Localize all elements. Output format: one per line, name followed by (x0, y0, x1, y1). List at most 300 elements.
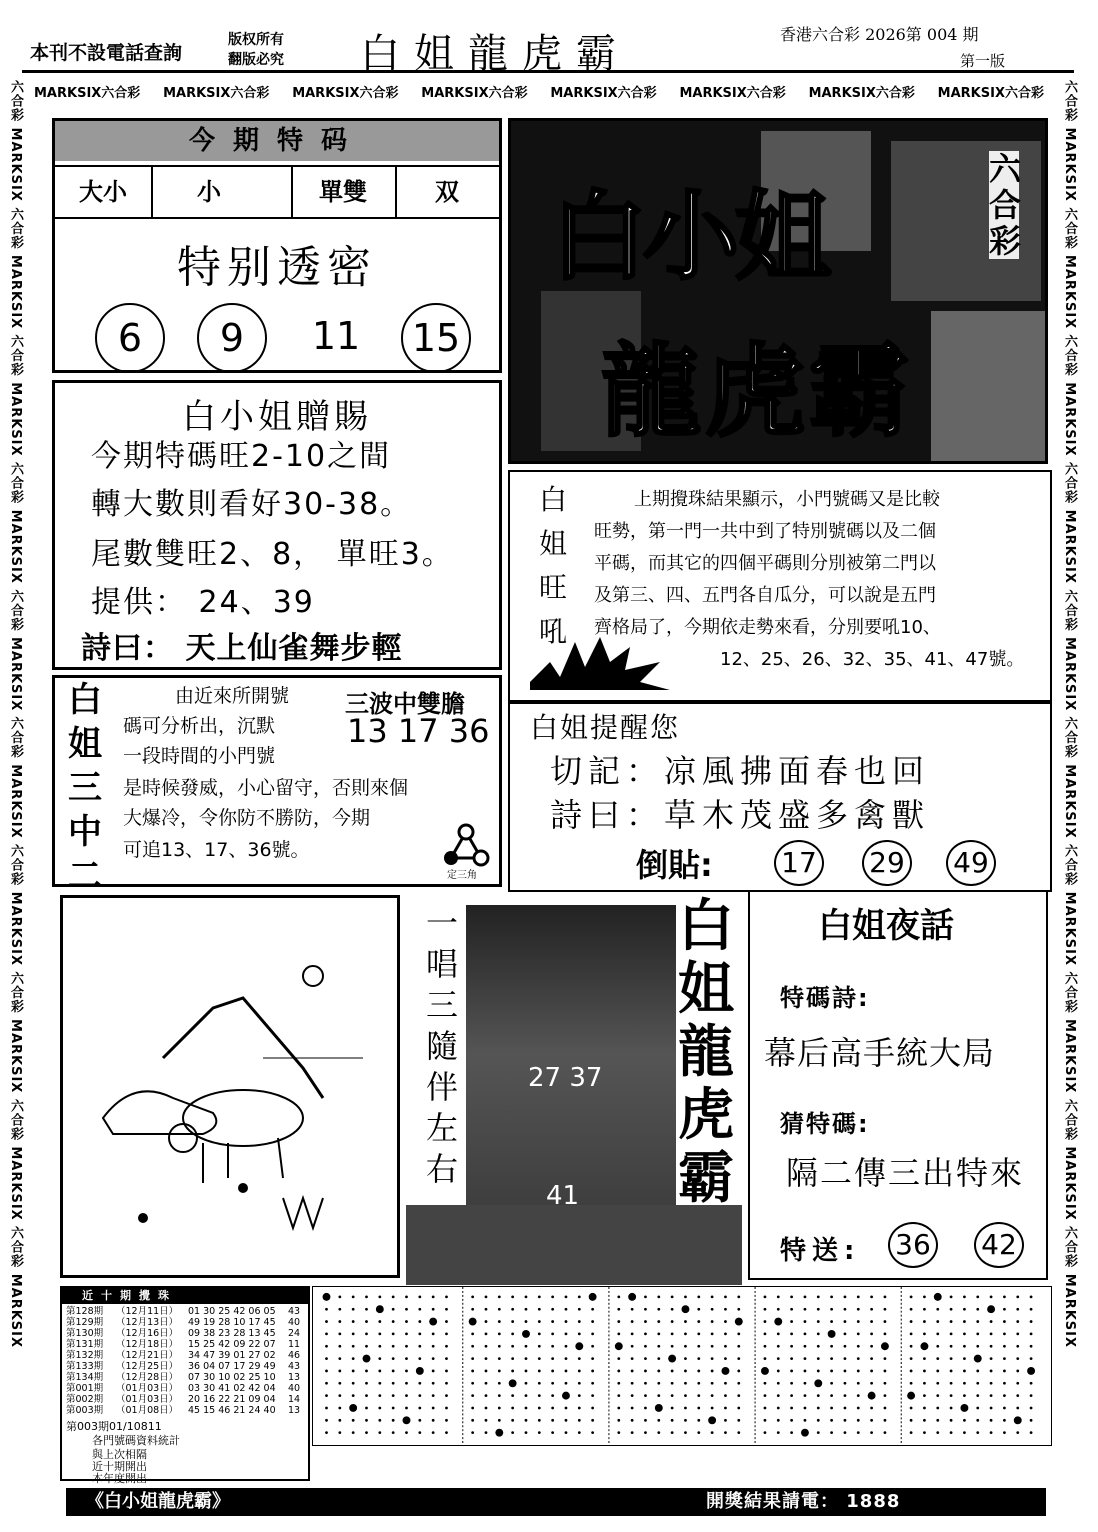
table-row: 第002期 （01月03日） 20 16 22 21 09 04 14 (66, 1394, 301, 1405)
grid-dot (631, 1394, 634, 1397)
grid-dot (790, 1320, 793, 1323)
grid-dot (844, 1308, 847, 1311)
grid-dot (817, 1407, 820, 1410)
grid-dot (485, 1419, 488, 1422)
grid-dot (761, 1367, 769, 1375)
grid-dot (405, 1345, 408, 1348)
poster-title-line-1: 白小姐 (551, 180, 827, 293)
grid-dot (711, 1345, 714, 1348)
grid-dot (657, 1370, 660, 1373)
grid-dot (338, 1419, 341, 1422)
table-row: 第003期 （01月08日） 45 15 46 21 24 40 13 (66, 1405, 301, 1416)
grid-dot (790, 1407, 793, 1410)
grid-dot (392, 1320, 395, 1323)
grid-dot (432, 1431, 435, 1434)
grid-dot (711, 1357, 714, 1360)
grid-dot (405, 1370, 408, 1373)
grid-dot (631, 1382, 634, 1385)
grid-dot (591, 1333, 594, 1336)
ox-illustration (63, 898, 397, 1275)
grid-dot (671, 1382, 674, 1385)
grid-dot (471, 1407, 474, 1410)
grid-dot (790, 1308, 793, 1311)
grid-dot (1016, 1308, 1019, 1311)
grid-dot (950, 1407, 953, 1410)
gift-line: 尾數雙旺2、8， 單旺3。 (91, 537, 454, 572)
grid-dot (352, 1320, 355, 1323)
grid-dot (445, 1370, 448, 1373)
night-talk-title: 白姐夜話 (818, 906, 954, 946)
grid-dot (950, 1394, 953, 1397)
grid-dot (405, 1394, 408, 1397)
grid-dot (804, 1308, 807, 1311)
grid-dot (790, 1382, 793, 1385)
grid-dot (724, 1407, 727, 1410)
grid-dot (963, 1357, 966, 1360)
grid-dot (711, 1394, 714, 1397)
grid-dot (657, 1431, 660, 1434)
grid-dot (445, 1333, 448, 1336)
grid-dot (631, 1357, 634, 1360)
grid-dot (936, 1394, 939, 1397)
grid-dot (870, 1295, 873, 1298)
grid-dot (711, 1382, 714, 1385)
grid-dot (1016, 1382, 1019, 1385)
grid-dot (817, 1308, 820, 1311)
grid-dot (1030, 1419, 1033, 1422)
grid-dot (777, 1357, 780, 1360)
grid-dot (668, 1355, 676, 1363)
grid-dot (1030, 1308, 1033, 1311)
grid-dot (352, 1308, 355, 1311)
grid-dot (963, 1394, 966, 1397)
grid-dot (737, 1333, 740, 1336)
grid-dot (934, 1293, 942, 1301)
grid-dot (405, 1357, 408, 1360)
grid-dot (418, 1333, 421, 1336)
grid-dot (1016, 1333, 1019, 1336)
grid-dot (525, 1382, 528, 1385)
grid-dot (950, 1345, 953, 1348)
triangle-logo-icon (441, 820, 491, 880)
reminder-line: 切記：凉風拂面春也回 (550, 752, 931, 790)
grid-dot (684, 1333, 687, 1336)
grid-dot (1016, 1345, 1019, 1348)
grid-dot (870, 1431, 873, 1434)
grid-dot (870, 1407, 873, 1410)
grid-dot (617, 1431, 620, 1434)
grid-dot (870, 1419, 873, 1422)
poster-title-line-2: 龍虎霸 (601, 332, 913, 450)
grid-dot (551, 1419, 554, 1422)
grid-dot (578, 1333, 581, 1336)
grid-dot (697, 1357, 700, 1360)
grid-dot (976, 1382, 979, 1385)
grid-dot (471, 1382, 474, 1385)
grid-dot (445, 1357, 448, 1360)
three-wave-label: 三波中雙膽 (345, 690, 465, 718)
grid-dot (724, 1333, 727, 1336)
grid-dot (325, 1357, 328, 1360)
grid-dot (910, 1431, 913, 1434)
grid-dot (392, 1382, 395, 1385)
grid-dot (1016, 1357, 1019, 1360)
grid-dot (735, 1318, 743, 1326)
trend-dot-grid (312, 1286, 1052, 1446)
grid-dot (578, 1357, 581, 1360)
grid-dot (711, 1320, 714, 1323)
grid-dot (830, 1382, 833, 1385)
grid-dot (910, 1320, 913, 1323)
grid-dot (498, 1394, 501, 1397)
grid-dot (485, 1345, 488, 1348)
grid-dot (378, 1382, 381, 1385)
grid-dot (445, 1407, 448, 1410)
grid-dot (525, 1357, 528, 1360)
grid-dot (657, 1419, 660, 1422)
grid-dot (405, 1320, 408, 1323)
grid-dot (682, 1305, 690, 1313)
analysis-line: 大爆冷，令你防不勝防，今期 (123, 807, 371, 829)
grid-dot (671, 1370, 674, 1373)
grid-dot (976, 1295, 979, 1298)
grid-dot (764, 1357, 767, 1360)
grid-dot (365, 1333, 368, 1336)
grid-dot (737, 1382, 740, 1385)
grid-dot (498, 1295, 501, 1298)
grid-dot (830, 1431, 833, 1434)
grid-dot (591, 1345, 594, 1348)
grid-dot (418, 1320, 421, 1323)
photo-number: 27 37 (528, 1063, 603, 1093)
grid-dot (884, 1333, 887, 1336)
grid-dot (857, 1370, 860, 1373)
grid-dot (830, 1308, 833, 1311)
grid-dot (471, 1295, 474, 1298)
grid-dot (790, 1295, 793, 1298)
grid-dot (538, 1419, 541, 1422)
grid-dot (857, 1333, 860, 1336)
grid-dot (525, 1431, 528, 1434)
grid-dot (764, 1320, 767, 1323)
grid-dot (511, 1295, 514, 1298)
grid-dot (352, 1419, 355, 1422)
grid-dot (325, 1345, 328, 1348)
grid-dot (338, 1394, 341, 1397)
footer-bar (66, 1488, 1046, 1516)
trend-line: 齊格局了，今期依走勢來看，分別要吼10、 (594, 617, 941, 638)
grid-dot (485, 1320, 488, 1323)
grid-dot (870, 1357, 873, 1360)
grid-dot (392, 1357, 395, 1360)
grid-dot (910, 1308, 913, 1311)
grid-dot (485, 1357, 488, 1360)
grid-dot (737, 1407, 740, 1410)
grid-dot (697, 1345, 700, 1348)
grid-dot (923, 1431, 926, 1434)
grid-dot (365, 1320, 368, 1323)
grid-dot (392, 1419, 395, 1422)
grid-dot (522, 1330, 530, 1338)
grid-dot (697, 1320, 700, 1323)
grid-dot (950, 1419, 953, 1422)
grid-dot (697, 1431, 700, 1434)
gift-number: 36 (888, 1222, 938, 1268)
grid-dot (551, 1407, 554, 1410)
grid-dot (538, 1394, 541, 1397)
grid-dot (764, 1407, 767, 1410)
history-table-header: 近十期攪珠 (62, 1288, 308, 1304)
grid-dot (870, 1333, 873, 1336)
grid-dot (644, 1407, 647, 1410)
grid-dot (857, 1357, 860, 1360)
grid-dot (777, 1419, 780, 1422)
right-side-strip: 六合彩 MARKSIX 六合彩 MARKSIX 六合彩 MARKSIX 六合彩 MARKSIX 六合彩 MARKSIX 六合彩 MARKSIX 六合彩 MARKSIX 六合彩 MARKSIX 六合彩 MARKSIX 六合彩 MARKSIX (1062, 80, 1077, 1349)
grid-dot (631, 1419, 634, 1422)
grid-dot (617, 1394, 620, 1397)
grid-dot (498, 1407, 501, 1410)
grid-dot (578, 1382, 581, 1385)
grid-dot (525, 1295, 528, 1298)
poster-subtitle: 六合彩 (989, 150, 1022, 260)
grid-dot (722, 1367, 730, 1375)
grid-dot (551, 1308, 554, 1311)
grid-dot (737, 1357, 740, 1360)
grid-dot (471, 1431, 474, 1434)
grid-dot (804, 1370, 807, 1373)
table-row: 第128期 （12月11日） 01 30 25 42 06 05 43 (66, 1306, 301, 1317)
grid-dot (538, 1382, 541, 1385)
grid-dot (990, 1394, 993, 1397)
grid-dot (1003, 1370, 1006, 1373)
grid-dot (562, 1392, 570, 1400)
grid-dot (631, 1407, 634, 1410)
size-label: 大小 (79, 178, 127, 206)
grid-dot (429, 1318, 437, 1326)
grid-dot (565, 1320, 568, 1323)
grid-dot (352, 1394, 355, 1397)
grid-dot (990, 1295, 993, 1298)
special-number: 11 (311, 314, 361, 358)
guess-text: 隔二傳三出特來 (786, 1154, 1025, 1192)
grid-dot (392, 1295, 395, 1298)
grid-dot (617, 1357, 620, 1360)
grid-dot (418, 1295, 421, 1298)
grid-dot (471, 1394, 474, 1397)
grid-dot (365, 1407, 368, 1410)
grid-dot (325, 1407, 328, 1410)
grid-dot (777, 1370, 780, 1373)
grid-dot (325, 1419, 328, 1422)
grid-dot (509, 1379, 517, 1387)
grid-dot (565, 1308, 568, 1311)
grid-dot (737, 1345, 740, 1348)
photo-box (406, 895, 742, 1285)
grid-dot (671, 1419, 674, 1422)
grid-dot (511, 1407, 514, 1410)
grid-dot (990, 1370, 993, 1373)
grid-dot (884, 1308, 887, 1311)
grid-dot (708, 1416, 716, 1424)
grid-dot (817, 1345, 820, 1348)
grid-dot (657, 1357, 660, 1360)
trend-vertical-title: 白姐旺吼 (538, 483, 567, 648)
analysis-line: 可追13、17、36號。 (123, 839, 310, 861)
grid-dot (418, 1357, 421, 1360)
gift-number: 42 (974, 1222, 1024, 1268)
trend-box (508, 470, 1052, 704)
grid-dot (1016, 1394, 1019, 1397)
grid-dot (976, 1394, 979, 1397)
size-oddeven-row (55, 165, 499, 219)
grid-dot (378, 1431, 381, 1434)
grid-dot (817, 1357, 820, 1360)
grid-dot (657, 1382, 660, 1385)
grid-dot (1027, 1367, 1035, 1375)
grid-dot (830, 1320, 833, 1323)
grid-dot (565, 1382, 568, 1385)
grid-dot (697, 1394, 700, 1397)
grid-dot (565, 1431, 568, 1434)
grid-dot (724, 1431, 727, 1434)
grid-dot (923, 1357, 926, 1360)
grid-dot (857, 1295, 860, 1298)
grid-dot (578, 1295, 581, 1298)
grid-dot (697, 1419, 700, 1422)
banner-item: MARKSIX六合彩 (292, 86, 399, 101)
grid-dot (1016, 1370, 1019, 1373)
grid-dot (378, 1345, 381, 1348)
gift-poem: 詩曰： 天上仙雀舞步輕 (81, 631, 403, 666)
grid-dot (844, 1382, 847, 1385)
grid-dot (963, 1295, 966, 1298)
poster-photo (931, 311, 1046, 461)
trend-line: 平碼，而其它的四個平碼則分別被第二門以 (594, 553, 936, 574)
grid-dot (405, 1295, 408, 1298)
reminder-line: 詩曰：草木茂盛多禽獸 (550, 796, 931, 834)
grid-dot (844, 1431, 847, 1434)
grid-dot (697, 1382, 700, 1385)
grid-dot (445, 1320, 448, 1323)
grid-dot (976, 1370, 979, 1373)
grid-dot (378, 1370, 381, 1373)
grid-dot (378, 1357, 381, 1360)
grid-dot (418, 1407, 421, 1410)
grid-dot (352, 1333, 355, 1336)
grid-dot (432, 1308, 435, 1311)
grid-dot (737, 1370, 740, 1373)
grid-dot (830, 1345, 833, 1348)
grid-dot (884, 1407, 887, 1410)
grid-dot (684, 1345, 687, 1348)
grid-dot (884, 1320, 887, 1323)
grid-dot (631, 1333, 634, 1336)
grid-dot (923, 1419, 926, 1422)
grid-dot (764, 1382, 767, 1385)
grid-dot (923, 1394, 926, 1397)
grid-dot (963, 1308, 966, 1311)
grid-dot (485, 1394, 488, 1397)
grid-dot (325, 1320, 328, 1323)
grid-dot (405, 1333, 408, 1336)
grid-dot (657, 1333, 660, 1336)
grid-dot (724, 1308, 727, 1311)
grid-dot (870, 1320, 873, 1323)
grid-dot (565, 1357, 568, 1360)
grid-dot (870, 1382, 873, 1385)
grid-dot (365, 1308, 368, 1311)
grid-dot (525, 1345, 528, 1348)
grid-dot (804, 1382, 807, 1385)
grid-dot (711, 1370, 714, 1373)
grid-dot (538, 1345, 541, 1348)
grid-dot (538, 1308, 541, 1311)
grid-dot (1003, 1407, 1006, 1410)
grid-dot (817, 1370, 820, 1373)
grid-dot (498, 1419, 501, 1422)
grid-dot (392, 1308, 395, 1311)
grid-dot (628, 1293, 636, 1301)
grid-dot (432, 1345, 435, 1348)
grid-dot (657, 1345, 660, 1348)
grid-dot (814, 1379, 822, 1387)
grid-dot (777, 1333, 780, 1336)
footer-hotline: 開獎結果請電： 1888 (706, 1491, 901, 1512)
grid-dot (817, 1394, 820, 1397)
grid-dot (378, 1419, 381, 1422)
grid-dot (1030, 1333, 1033, 1336)
grid-dot (644, 1357, 647, 1360)
night-talk-box (748, 890, 1048, 1280)
grid-dot (990, 1345, 993, 1348)
grid-dot (644, 1295, 647, 1298)
grid-dot (432, 1394, 435, 1397)
grid-dot (365, 1382, 368, 1385)
grid-dot (684, 1407, 687, 1410)
grid-dot (697, 1295, 700, 1298)
grid-dot (352, 1431, 355, 1434)
banner-item: MARKSIX六合彩 (679, 86, 786, 101)
grid-dot (432, 1382, 435, 1385)
grid-dot (777, 1345, 780, 1348)
grid-dot (844, 1320, 847, 1323)
grid-dot (405, 1382, 408, 1385)
grid-dot (936, 1382, 939, 1385)
grid-dot (960, 1404, 968, 1412)
grid-dot (790, 1345, 793, 1348)
grid-dot (1003, 1320, 1006, 1323)
grid-dot (828, 1330, 836, 1338)
grid-dot (338, 1357, 341, 1360)
grid-dot (1003, 1333, 1006, 1336)
grid-dot (525, 1419, 528, 1422)
grid-dot (870, 1345, 873, 1348)
grid-dot (538, 1431, 541, 1434)
grid-dot (565, 1333, 568, 1336)
guess-label: 猜特碼: (780, 1110, 870, 1138)
grid-dot (910, 1295, 913, 1298)
photo-ground (406, 1205, 742, 1285)
special-number: 6 (95, 303, 165, 373)
grid-dot (498, 1308, 501, 1311)
grid-dot (418, 1382, 421, 1385)
grid-dot (631, 1308, 634, 1311)
grid-dot (565, 1407, 568, 1410)
grid-dot (950, 1333, 953, 1336)
grid-dot (418, 1394, 421, 1397)
grid-dot (578, 1370, 581, 1373)
grid-dot (950, 1370, 953, 1373)
